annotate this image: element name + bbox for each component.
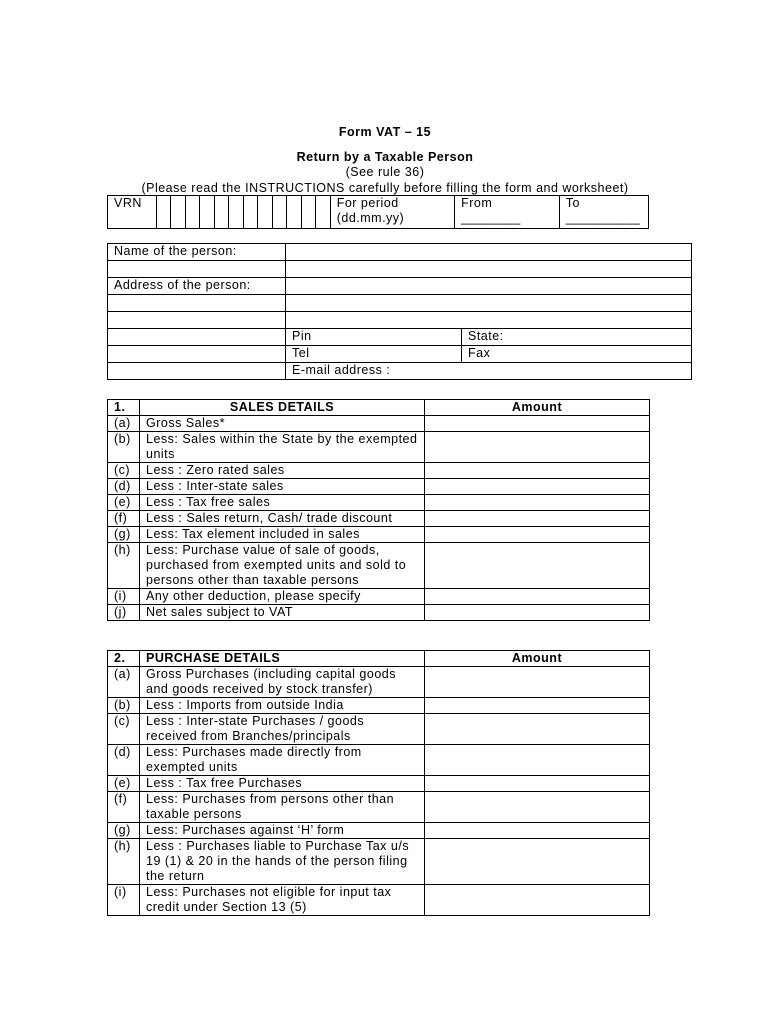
form-title: Form VAT – 15 <box>338 125 432 139</box>
table-row <box>108 792 650 823</box>
amount-cell[interactable] <box>425 479 650 495</box>
amount-cell[interactable] <box>425 823 650 839</box>
person-details-table <box>107 243 692 380</box>
vrn-digit-box[interactable] <box>171 196 186 229</box>
row-description: Less: Tax element included in sales <box>140 527 425 543</box>
vrn-digit-box[interactable] <box>301 196 316 229</box>
vrn-digit-box[interactable] <box>272 196 287 229</box>
amount-cell[interactable] <box>425 416 650 432</box>
vrn-digit-box[interactable] <box>243 196 258 229</box>
name-field-extra[interactable] <box>286 261 692 278</box>
row-code: (h) <box>108 839 140 885</box>
table-row <box>108 432 650 463</box>
row-description: Less : Sales return, Cash/ trade discount <box>140 511 425 527</box>
row-code: (g) <box>108 823 140 839</box>
table-row <box>108 776 650 792</box>
vrn-table <box>107 195 649 229</box>
table-row <box>108 543 650 589</box>
vrn-digit-box[interactable] <box>156 196 171 229</box>
row-code: (g) <box>108 527 140 543</box>
rule-reference: (See rule 36) <box>345 165 425 179</box>
amount-cell[interactable] <box>425 495 650 511</box>
row-description: Net sales subject to VAT <box>140 605 425 621</box>
table-row <box>108 714 650 745</box>
name-label: Name of the person: <box>108 244 286 261</box>
row-description: Less : Inter-state Purchases / goods received from Branches/principals <box>140 714 425 745</box>
row-description: Less: Sales within the State by the exempted units <box>140 432 425 463</box>
section-title: SALES DETAILS <box>140 400 425 416</box>
amount-cell[interactable] <box>425 527 650 543</box>
table-row <box>108 698 650 714</box>
row-description: Less: Purchases not eligible for input tax credit under Section 13 (5) <box>140 885 425 916</box>
address-field-line2[interactable] <box>286 295 692 312</box>
amount-cell[interactable] <box>425 792 650 823</box>
row-code: (b) <box>108 432 140 463</box>
amount-cell[interactable] <box>425 511 650 527</box>
vrn-digit-box[interactable] <box>316 196 331 229</box>
vrn-digit-box[interactable] <box>185 196 200 229</box>
table-row <box>108 885 650 916</box>
row-code: (d) <box>108 479 140 495</box>
row-description: Less: Purchases from persons other than taxable persons <box>140 792 425 823</box>
row-description: Less : Tax free Purchases <box>140 776 425 792</box>
row-description: Less : Imports from outside India <box>140 698 425 714</box>
fax-field[interactable]: Fax <box>462 346 692 363</box>
amount-cell[interactable] <box>425 605 650 621</box>
amount-cell[interactable] <box>425 885 650 916</box>
sales-details-table <box>107 399 650 621</box>
purchase-details-table <box>107 650 650 916</box>
blank-cell <box>108 346 286 363</box>
table-row <box>108 495 650 511</box>
row-description: Gross Sales* <box>140 416 425 432</box>
amount-cell[interactable] <box>425 589 650 605</box>
email-field[interactable]: E-mail address : <box>286 363 692 380</box>
vrn-digit-box[interactable] <box>214 196 229 229</box>
table-row <box>108 839 650 885</box>
table-row <box>108 479 650 495</box>
table-row <box>108 745 650 776</box>
blank-cell <box>108 312 286 329</box>
row-description: Less : Tax free sales <box>140 495 425 511</box>
blank-cell <box>108 329 286 346</box>
row-description: Less : Zero rated sales <box>140 463 425 479</box>
vrn-digit-box[interactable] <box>287 196 302 229</box>
period-label <box>330 196 454 229</box>
vrn-digit-box[interactable] <box>258 196 273 229</box>
row-code: (f) <box>108 511 140 527</box>
name-field[interactable] <box>286 244 692 261</box>
vrn-digit-box[interactable] <box>229 196 244 229</box>
amount-header: Amount <box>425 400 650 416</box>
to-field[interactable] <box>559 196 648 229</box>
table-row <box>108 605 650 621</box>
amount-cell[interactable] <box>425 432 650 463</box>
amount-cell[interactable] <box>425 839 650 885</box>
row-code: (c) <box>108 714 140 745</box>
period-label-line1: For period <box>336 196 399 210</box>
amount-cell[interactable] <box>425 776 650 792</box>
amount-cell[interactable] <box>425 463 650 479</box>
table-row <box>108 463 650 479</box>
table-row <box>108 667 650 698</box>
row-code: (i) <box>108 885 140 916</box>
amount-cell[interactable] <box>425 745 650 776</box>
section-number: 1. <box>108 400 140 416</box>
to-blank: __________ <box>565 211 641 225</box>
row-code: (b) <box>108 698 140 714</box>
instructions-note: (Please read the INSTRUCTIONS carefully before filling the form and worksheet) <box>141 181 629 195</box>
blank-cell <box>108 261 286 278</box>
address-label: Address of the person: <box>108 278 286 295</box>
amount-cell[interactable] <box>425 543 650 589</box>
row-code: (e) <box>108 495 140 511</box>
table-row <box>108 527 650 543</box>
amount-cell[interactable] <box>425 714 650 745</box>
row-code: (e) <box>108 776 140 792</box>
row-description: Less: Purchase value of sale of goods, purchased from exempted units and sold to persons other than taxable persons <box>140 543 425 589</box>
state-field[interactable]: State: <box>462 329 692 346</box>
row-description: Gross Purchases (including capital goods and goods received by stock transfer) <box>140 667 425 698</box>
row-description: Less: Purchases made directly from exempted units <box>140 745 425 776</box>
amount-cell[interactable] <box>425 698 650 714</box>
table-row <box>108 589 650 605</box>
row-code: (h) <box>108 543 140 589</box>
vrn-digit-box[interactable] <box>200 196 215 229</box>
from-label: From <box>461 196 493 210</box>
row-code: (i) <box>108 589 140 605</box>
table-row <box>108 511 650 527</box>
table-row <box>108 823 650 839</box>
row-description: Any other deduction, please specify <box>140 589 425 605</box>
table-row <box>108 416 650 432</box>
vrn-label: VRN <box>108 196 157 229</box>
address-field-line1[interactable] <box>286 278 692 295</box>
blank-cell <box>108 295 286 312</box>
row-code: (a) <box>108 667 140 698</box>
row-code: (a) <box>108 416 140 432</box>
amount-cell[interactable] <box>425 667 650 698</box>
row-description: Less : Purchases liable to Purchase Tax u/s 19 (1) & 20 in the hands of the person filing the return <box>140 839 425 885</box>
address-field-line3[interactable] <box>286 312 692 329</box>
row-code: (c) <box>108 463 140 479</box>
to-label: To <box>565 196 580 210</box>
row-code: (j) <box>108 605 140 621</box>
period-label-line2: (dd.mm.yy) <box>336 211 405 225</box>
row-description: Less: Purchases against ‘H’ form <box>140 823 425 839</box>
section-number: 2. <box>108 651 140 667</box>
row-code: (d) <box>108 745 140 776</box>
row-description: Less : Inter-state sales <box>140 479 425 495</box>
pin-field[interactable]: Pin <box>286 329 462 346</box>
blank-cell <box>108 363 286 380</box>
amount-header: Amount <box>425 651 650 667</box>
row-code: (f) <box>108 792 140 823</box>
from-field[interactable] <box>455 196 560 229</box>
tel-field[interactable]: Tel <box>286 346 462 363</box>
section-title: PURCHASE DETAILS <box>140 651 425 667</box>
form-subtitle: Return by a Taxable Person <box>296 150 474 164</box>
from-blank: ________ <box>461 211 521 225</box>
